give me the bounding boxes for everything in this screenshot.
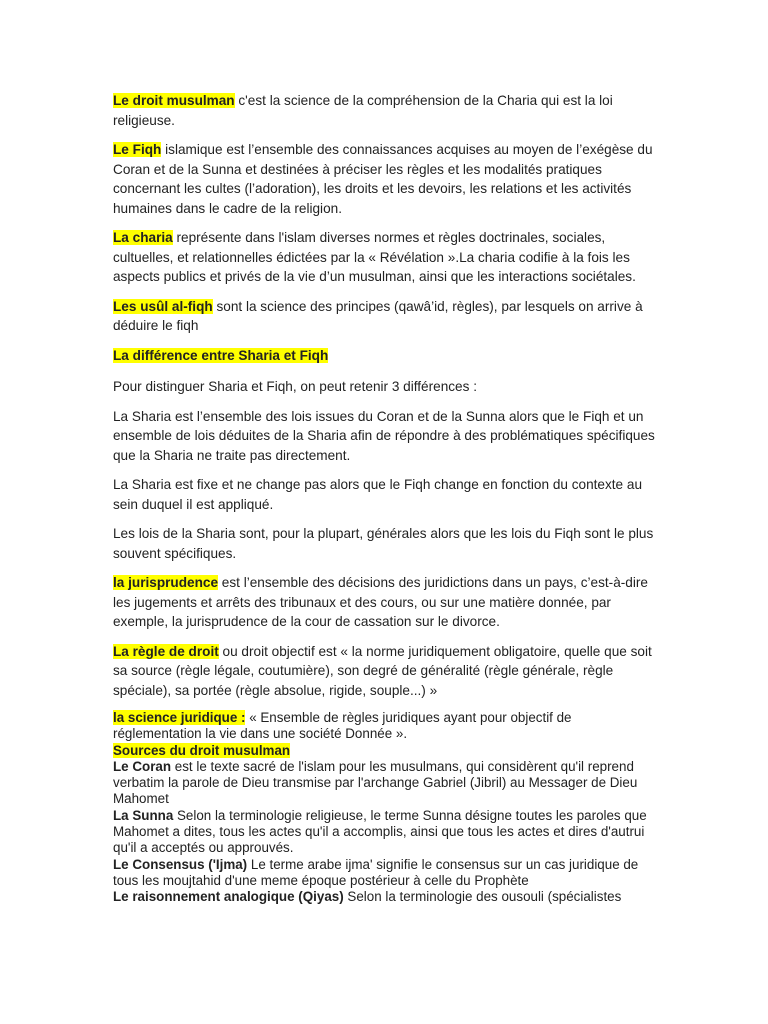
paragraph-text: sont la science des principes (qawâ’id, règles), par lesquels on arrive à déduire le fiqh xyxy=(113,298,643,333)
paragraph-droit-musulman xyxy=(113,91,658,130)
source-coran xyxy=(113,759,658,808)
paragraph-regle-de-droit xyxy=(113,642,658,701)
paragraph-intro-differences: Pour distinguer Sharia et Fiqh, on peut retenir 3 différences : xyxy=(113,379,477,394)
highlighted-term: la science juridique : xyxy=(113,710,246,725)
paragraph-text: représente dans l'islam diverses normes et règles doctrinales, sociales, cultuelles, et relationnelles édictées par la « Révélation ».La charia codifie à la fois les aspects publics et privés de la vie d’un musulman, ainsi que les interactions sociétales. xyxy=(113,230,636,284)
source-text: Selon la terminologie religieuse, le terme Sunna désigne toutes les paroles que Mahomet a dites, tous les actes qu'il a accomplis, ainsi que tous les actes et dires d'autrui qu'il a acceptés ou approuvés. xyxy=(113,807,647,856)
paragraph-science-juridique xyxy=(113,710,658,743)
paragraph-difference-3: Les lois de la Sharia sont, pour la plupart, générales alors que les lois du Fiqh sont le plus souvent spécifiques. xyxy=(113,526,654,561)
paragraph-jurisprudence xyxy=(113,573,658,632)
paragraph-usul-al-fiqh xyxy=(113,297,658,336)
section-heading-difference xyxy=(113,346,658,366)
highlighted-term: Les usûl al-fiqh xyxy=(113,298,213,314)
source-sunna xyxy=(113,808,658,857)
source-term: Le Coran xyxy=(113,758,172,774)
paragraph-charia xyxy=(113,228,658,287)
highlighted-term: la jurisprudence xyxy=(113,575,219,590)
heading-text: Sources du droit musulman xyxy=(113,742,291,758)
source-term: Le Consensus ('Ijma) xyxy=(113,856,248,872)
paragraph-difference-2: La Sharia est fixe et ne change pas alors que le Fiqh change en fonction du contexte au sein duquel il est appliqué. xyxy=(113,477,643,512)
paragraph-text: « Ensemble de règles juridiques ayant pour objectif de réglementation la vie dans une société Donnée ». xyxy=(113,710,572,742)
source-text: Selon la terminologie des ousouli (spécialistes xyxy=(343,889,622,905)
highlighted-term: La règle de droit xyxy=(113,643,219,659)
source-qiyas xyxy=(113,889,658,905)
source-term: La Sunna xyxy=(113,807,174,823)
source-consensus xyxy=(113,857,658,890)
source-text: Le terme arabe ijma' signifie le consensus sur un cas juridique de tous les moujtahid d'une meme époque postérieur à celle du Prophète xyxy=(113,856,639,888)
paragraph-difference-1: La Sharia est l’ensemble des lois issues du Coran et de la Sunna alors que le Fiqh et un ensemble de lois déduites de la Sharia afin de répondre à des problématiques spécifiques que la Sharia ne traite pas directement. xyxy=(113,408,655,463)
paragraph-text: est l’ensemble des décisions des juridictions dans un pays, c’est-à-dire les jugements et arrêts des tribunaux et des cours, ou sur une matière donnée, par exemple, la jurisprudence de la cour de cassation sur le divorce. xyxy=(113,575,648,629)
paragraph-text: ou droit objectif est « la norme juridiquement obligatoire, quelle que soit sa source (règle légale, coutumière), son degré de généralité (règle générale, règle spéciale), sa portée (règle absolue, rigide, souple...) » xyxy=(113,643,652,698)
highlighted-term: Le droit musulman xyxy=(113,93,235,108)
paragraph-fiqh xyxy=(113,140,658,218)
source-text: est le texte sacré de l'islam pour les musulmans, qui considèrent qu'il reprend verbatim la parole de Dieu transmise par l'archange Gabriel (Jibril) au Messager de Dieu Mahomet xyxy=(113,758,638,807)
section-heading-sources xyxy=(113,743,658,759)
source-term: Le raisonnement analogique (Qiyas) xyxy=(113,889,344,905)
paragraph-text: c'est la science de la compréhension de la Charia qui est la loi religieuse. xyxy=(113,93,613,128)
highlighted-term: La charia xyxy=(113,230,173,245)
document-body xyxy=(113,91,658,906)
highlighted-term: Le Fiqh xyxy=(113,142,162,157)
heading-text: La différence entre Sharia et Fiqh xyxy=(113,347,329,363)
paragraph-text: islamique est l’ensemble des connaissances acquises au moyen de l’exégèse du Coran et de la Sunna et destinées à préciser les règles et les modalités pratiques concernant les cultes (l’adoration), les droits et les devoirs, les relations et les activités humaines dans le cadre de la religion. xyxy=(113,142,653,216)
